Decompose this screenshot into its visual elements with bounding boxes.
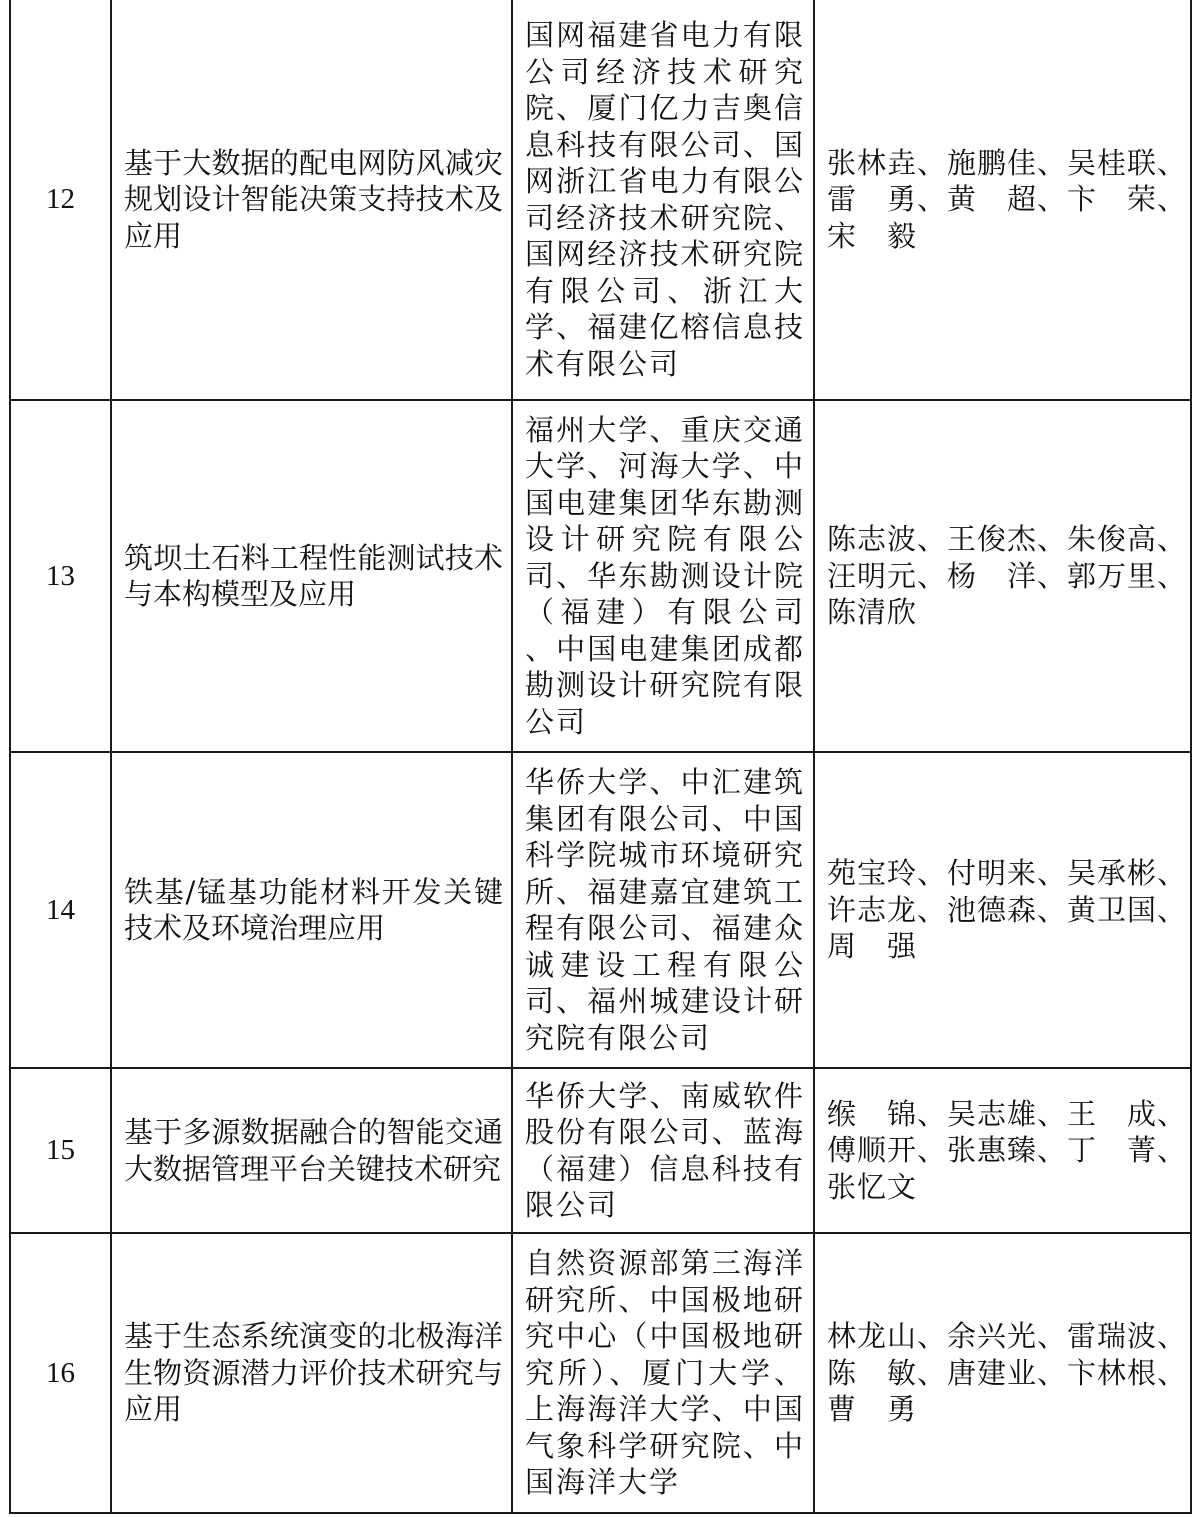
award-list-table	[9, 0, 1192, 1514]
completing-people	[814, 0, 1191, 400]
completing-people	[814, 400, 1191, 752]
people-line: 陈志波、王俊杰、朱俊高、	[827, 522, 1188, 557]
people-line: 周 强	[827, 929, 918, 964]
completing-people	[814, 752, 1191, 1068]
people-line: 缑 锦、吴志雄、王 成、	[827, 1096, 1188, 1131]
table-row	[10, 0, 1191, 400]
project-title: 筑坝土石料工程性能测试技术与本构模型及应用	[111, 400, 512, 752]
table-row	[10, 1233, 1191, 1513]
people-line: 苑宝玲、付明来、吴承彬、	[827, 856, 1188, 891]
completing-people	[814, 1233, 1191, 1513]
completing-people	[814, 1068, 1191, 1233]
table-row	[10, 1068, 1191, 1233]
completing-units: 华侨大学、南威软件股份有限公司、蓝海（福建）信息科技有限公司	[512, 1068, 814, 1233]
table-row	[10, 400, 1191, 752]
people-line: 林龙山、余兴光、雷瑞波、	[827, 1319, 1188, 1354]
completing-units: 国网福建省电力有限公司经济技术研究院、厦门亿力吉奥信息科技有限公司、国网浙江省电力有限公司经济技术研究院、国网经济技术研究院有限公司、浙江大学、福建亿榕信息技术有限公司	[512, 0, 814, 400]
people-line: 许志龙、池德森、黄卫国、	[827, 892, 1188, 927]
completing-units: 自然资源部第三海洋研究所、中国极地研究中心（中国极地研究所）、厦门大学、上海海洋大学、中国气象科学研究院、中国海洋大学	[512, 1233, 814, 1513]
people-line: 傅顺开、张惠臻、丁 菁、	[827, 1133, 1188, 1168]
completing-units: 福州大学、重庆交通大学、河海大学、中国电建集团华东勘测设计研究院有限公司、华东勘测设计院（福建）有限公司 、中国电建集团成都勘测设计研究院有限公司	[512, 400, 814, 752]
people-line: 雷 勇、黄 超、卞 荣、	[827, 182, 1188, 217]
people-line: 张林垚、施鹏佳、吴桂联、	[827, 145, 1188, 180]
item-number: 12	[10, 0, 111, 400]
item-number: 13	[10, 400, 111, 752]
item-number: 14	[10, 752, 111, 1068]
table-row	[10, 752, 1191, 1068]
item-number: 16	[10, 1233, 111, 1513]
project-title: 基于大数据的配电网防风减灾规划设计智能决策支持技术及应用	[111, 0, 512, 400]
item-number: 15	[10, 1068, 111, 1233]
project-title: 铁基/锰基功能材料开发关键技术及环境治理应用	[111, 752, 512, 1068]
people-line: 曹 勇	[827, 1392, 918, 1427]
people-line: 陈 敏、唐建业、卞林根、	[827, 1355, 1188, 1390]
people-line: 张忆文	[827, 1169, 918, 1204]
project-title: 基于多源数据融合的智能交通大数据管理平台关键技术研究	[111, 1068, 512, 1233]
people-line: 宋 毅	[827, 218, 918, 253]
people-line: 陈清欣	[827, 595, 918, 630]
project-title: 基于生态系统演变的北极海洋生物资源潜力评价技术研究与应用	[111, 1233, 512, 1513]
completing-units: 华侨大学、中汇建筑集团有限公司、中国科学院城市环境研究所、福建嘉宜建筑工程有限公司、福建众诚建设工程有限公司、福州城建设计研究院有限公司	[512, 752, 814, 1068]
people-line: 汪明元、杨 洋、郭万里、	[827, 558, 1188, 593]
